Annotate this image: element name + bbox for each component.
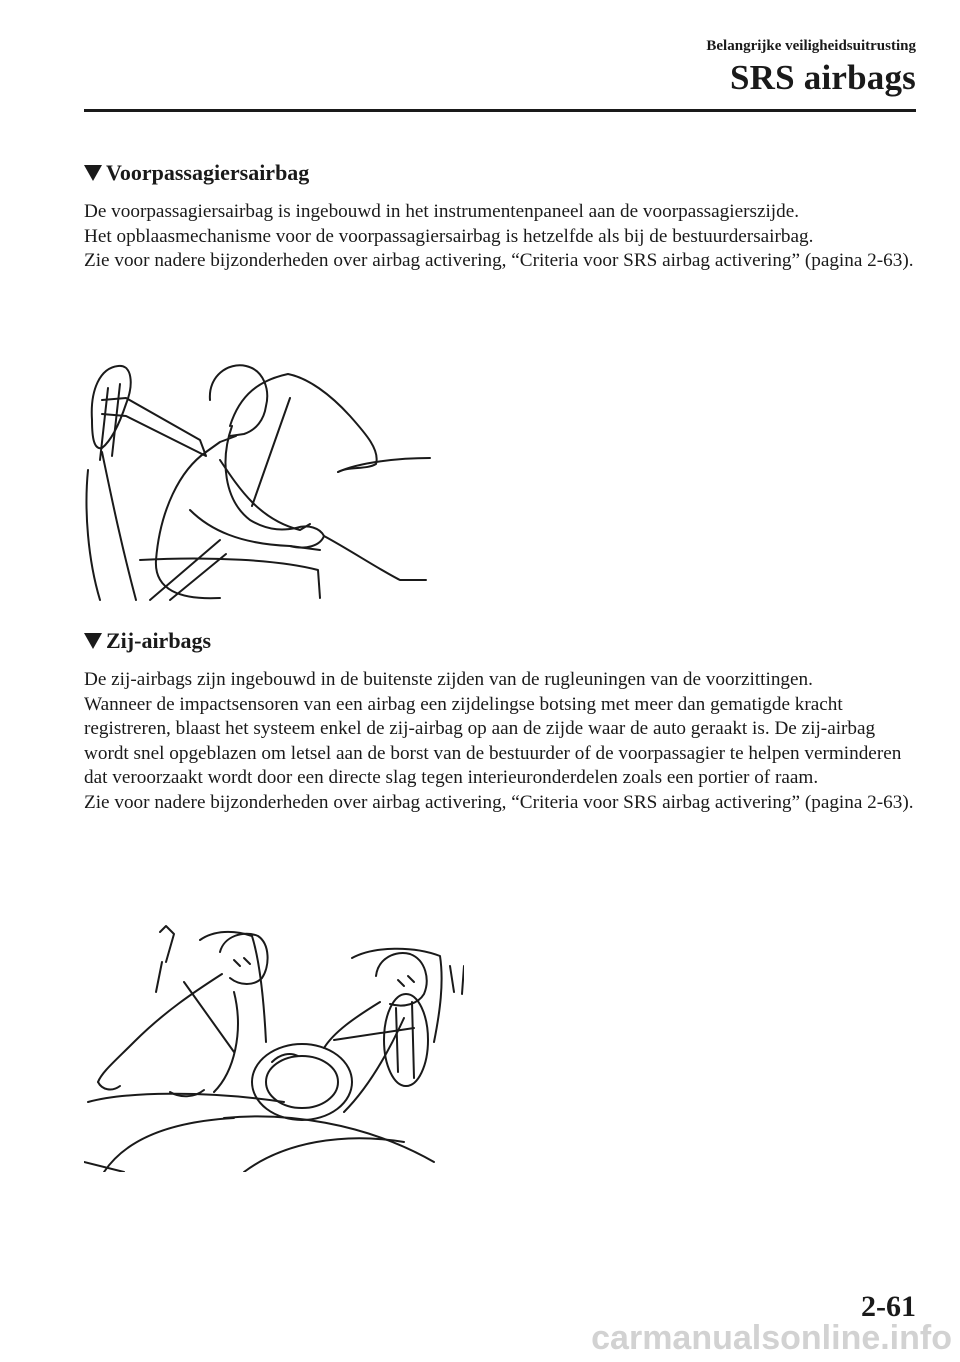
section-heading <box>84 160 920 186</box>
page-number: 2-61 <box>861 1290 916 1323</box>
paragraph: Wanneer de impactsensoren van een airbag een zijdelingse botsing met meer dan gematigde kracht registreren, blaast het systeem enkel de zij-airbag op aan de zijde waar de auto geraakt is. De zij-airbag wordt snel opgeblazen om letsel aan de borst van de bestuurder of de voorpassagier te helpen verminderen dat veroorzaakt wordt door een directe slag tegen interieuronderdelen zoals een portier of raam. <box>84 693 902 789</box>
side-airbags-illustration <box>84 922 464 1172</box>
paragraph: Zie voor nadere bijzonderheden over airbag activering, “Criteria voor SRS airbag activering” (pagina 2-63). <box>84 791 914 813</box>
watermark: carmanualsonline.info <box>591 1319 952 1357</box>
section-heading <box>84 628 920 654</box>
section-heading-text: Voorpassagiersairbag <box>106 160 310 185</box>
paragraph: Het opblaasmechanisme voor de voorpassagiersairbag is hetzelfde als bij de bestuurdersairbag. <box>84 225 814 247</box>
triangle-bullet-icon <box>84 633 102 649</box>
page-title: SRS airbags <box>729 58 916 97</box>
passenger-airbag-illustration <box>80 360 440 605</box>
paragraph: De voorpassagiersairbag is ingebouwd in het instrumentenpaneel aan de voorpassagierszijde. <box>84 201 800 222</box>
paragraph: De zij-airbags zijn ingebouwd in de buitenste zijden van de rugleuningen van de voorzittingen. <box>84 669 813 690</box>
header-rule <box>84 109 916 112</box>
section-passenger-airbag <box>84 160 920 274</box>
paragraph: Zie voor nadere bijzonderheden over airbag activering, “Criteria voor SRS airbag activering” (pagina 2-63). <box>84 250 914 272</box>
chapter-subtitle: Belangrijke veiligheidsuitrusting <box>706 38 916 54</box>
section-heading-text: Zij-airbags <box>106 628 212 653</box>
section-side-airbags <box>84 628 920 816</box>
triangle-bullet-icon <box>84 165 102 181</box>
